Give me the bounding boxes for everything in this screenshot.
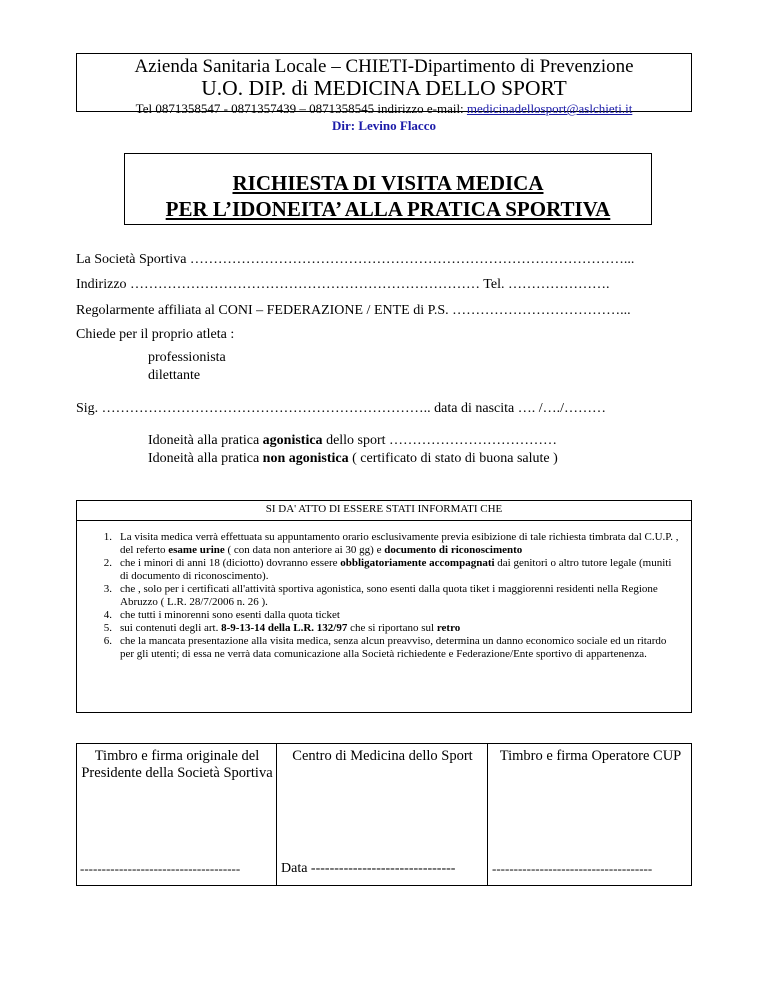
info-item-text: dai genitori o altro tutore legale (muniti di documento di riconoscimento). (120, 557, 672, 582)
info-header-divider (76, 520, 692, 521)
signature-president-label: Timbro e firma originale del Presidente della Società Sportiva (81, 748, 273, 781)
signature-cup-line[interactable]: ------------------------------------- (492, 861, 653, 876)
info-item-text: La visita medica verrà effettuata su appuntamento orario esclusivamente previa esibizione di tale richiesta timbrata dal C.U.P. , del referto (120, 531, 679, 556)
atleta-field[interactable]: Sig. …………………………………………………………….. data di nascita …. /…./……… (76, 401, 607, 416)
info-list-item (92, 635, 682, 661)
email-link[interactable]: medicinadellosport@aslchieti.it (466, 101, 633, 116)
signature-cup-label: Timbro e firma Operatore CUP (499, 748, 682, 764)
info-item-number: 1. (103, 531, 112, 543)
header-contacts (76, 101, 692, 117)
document-title-line2: PER L’IDONEITA’ ALLA PRATICA SPORTIVA (165, 197, 611, 221)
header-phones: Tel 0871358547 - 0871357439 – 0871358545 indirizzo e-mail: (135, 101, 467, 116)
info-item-text: che tutti i minorenni sono esenti dalla quota ticket (120, 609, 340, 621)
header-organization: Azienda Sanitaria Locale – CHIETI-Dipartimento di Prevenzione (134, 56, 634, 77)
info-item-text: che i minori di anni 18 (diciotto) dovranno essere (120, 557, 341, 569)
signature-date-field[interactable]: Data ------------------------------- (281, 861, 456, 876)
info-item-emphasis: esame urine (168, 544, 225, 556)
info-item-number: 4. (103, 609, 112, 621)
info-item-text: che , solo per i certificati all'attività sportiva agonistica, sono esenti dalla quota tiket i maggiorenni residenti nella Regione Abruzzo ( L.R. 28/7/2006 n. 26 ). (120, 583, 658, 608)
document-title-line1: RICHIESTA DI VISITA MEDICA (232, 171, 544, 195)
info-item-text: sui contenuti degli art. (120, 622, 222, 634)
info-list-item (92, 557, 682, 583)
affiliata-field[interactable]: Regolarmente affiliata al CONI – FEDERAZIONE / ENTE di P.S. ………………………………... (76, 303, 631, 318)
header-director: Dir: Levino Flacco (332, 118, 436, 133)
info-item-text: ( con data non anteriore ai 30 gg) e (224, 544, 385, 556)
info-item-text: che la mancata presentazione alla visita medica, senza alcun preavviso, determina un danno economico sociale ed un ritardo per gli utenti; di essa ne verrà data comunicazione alla Società richiedente e Federazione/Ente sportivo di appartenenza. (120, 635, 667, 660)
info-list (92, 531, 682, 661)
nonagonistica-post: ( certificato di stato di buona salute ) (348, 451, 558, 466)
header-unit: U.O. DIP. di MEDICINA DELLO SPORT (201, 76, 567, 100)
signature-president-line[interactable]: ------------------------------------- (80, 861, 241, 876)
chiede-label: Chiede per il proprio atleta : (76, 327, 235, 342)
info-item-number: 6. (103, 635, 112, 647)
option-agonistica[interactable] (148, 433, 557, 449)
info-item-emphasis: retro (436, 622, 461, 634)
option-professionista[interactable]: professionista (148, 350, 226, 365)
nonagonistica-pre: Idoneità alla pratica (148, 451, 263, 466)
option-dilettante[interactable]: dilettante (148, 368, 201, 383)
indirizzo-field[interactable]: Indirizzo ………………………………………………………………… Tel. …………………. (76, 277, 610, 292)
info-item-emphasis: obbligatoriamente accompagnati (340, 557, 495, 569)
signature-centro-label: Centro di Medicina dello Sport (292, 748, 473, 764)
signature-col-divider (276, 743, 277, 886)
info-list-item (92, 583, 682, 609)
info-item-emphasis: 8-9-13-14 della L.R. 132/97 (221, 622, 348, 634)
info-item-number: 5. (103, 622, 112, 634)
info-item-text: che si riportano sul (347, 622, 437, 634)
societa-field[interactable]: La Società Sportiva …………………………………………………………………………………... (76, 252, 635, 267)
info-item-emphasis: documento di riconoscimento (384, 544, 523, 556)
option-non-agonistica[interactable] (148, 451, 558, 467)
info-item-number: 3. (103, 583, 112, 595)
nonagonistica-bold: non agonistica (262, 451, 349, 466)
agonistica-pre: Idoneità alla pratica (148, 433, 263, 448)
info-heading: SI DA' ATTO DI ESSERE STATI INFORMATI CHE (265, 503, 503, 515)
info-item-number: 2. (103, 557, 112, 569)
info-list-item (92, 609, 682, 622)
agonistica-post: dello sport ……………………………… (322, 433, 558, 448)
signature-col-divider (487, 743, 488, 886)
info-list-item (92, 622, 682, 635)
agonistica-bold: agonistica (262, 433, 323, 448)
info-list-item (92, 531, 682, 557)
